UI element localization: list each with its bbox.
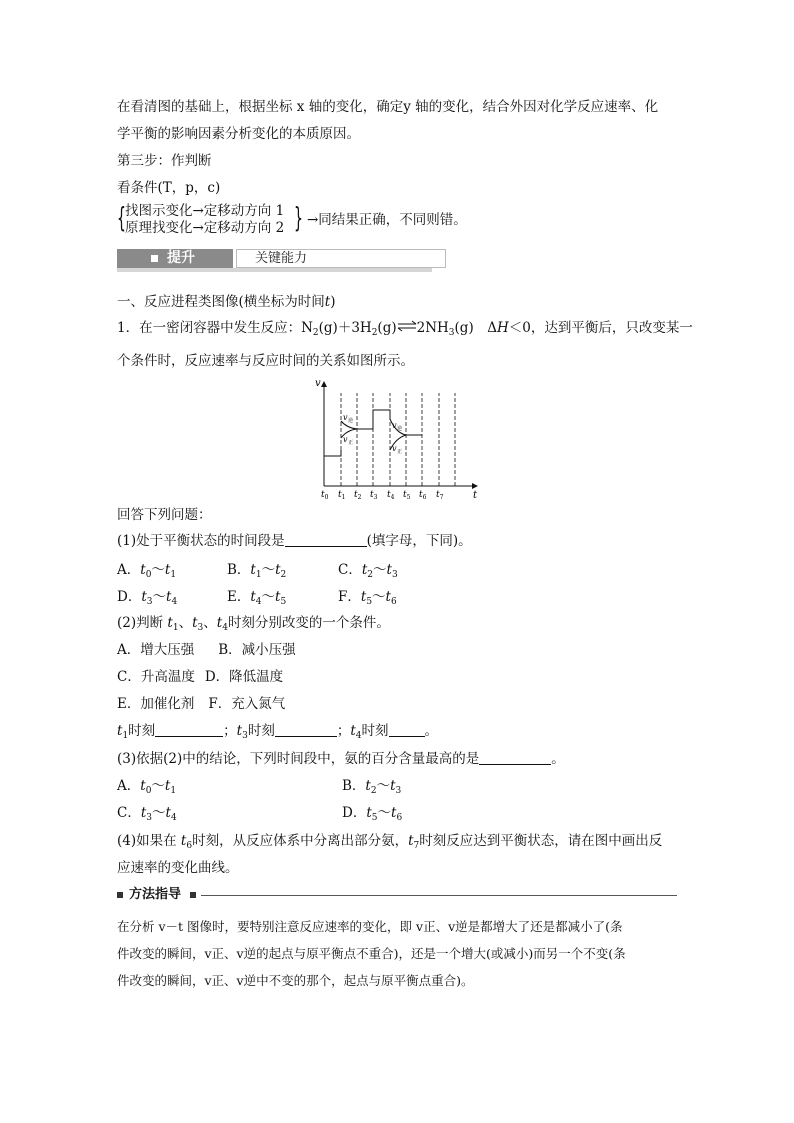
p1-option-a[interactable]: A．$t_0\sim t_1$	[117, 562, 177, 580]
method-line-2: 件改变的瞬间，v正、v逆的起点与原平衡点不重合)，还是一个增大(或减小)而另一个不变(条	[117, 946, 626, 961]
section-title-end: )	[330, 294, 336, 310]
x-axis-label: t	[473, 490, 478, 501]
p1-option-e[interactable]: E．$t_4\sim t_5$	[227, 589, 287, 607]
brace-row-1: 找图示变化→定移动方向 1	[125, 203, 285, 219]
p1-q-end: (填字母，下同)。	[366, 533, 472, 549]
p2-time-t1: 时刻	[128, 723, 156, 739]
p2-option-f[interactable]: F．充入氮气	[208, 696, 286, 712]
sub-2: 2	[312, 328, 319, 338]
method-header	[117, 886, 677, 904]
p4-line-2: 应速率的变化曲线。	[117, 860, 239, 876]
label-v-inv-2: v	[392, 421, 397, 430]
tick-label-t5: $t_5$	[403, 490, 411, 501]
p2-sep-1: ；	[223, 723, 237, 739]
rate-segment-t0-t1	[324, 450, 341, 456]
p3-question	[117, 750, 565, 768]
method-line-1: 在分析 v－t 图像时，要特别注意反应速率的变化，即 v正、v逆是都增大了还是都减小了(条	[117, 919, 623, 934]
brace-row-2: 原理找变化→定移动方向 2	[125, 220, 285, 236]
p3-b-letter: B．	[342, 778, 366, 794]
p2-time-t4: 时刻	[361, 723, 389, 739]
q1-text-c: (g)	[377, 320, 397, 336]
intro-line-1: 在看清图的基础上，根据坐标 x 轴的变化，确定y 轴的变化，结合外因对化学反应速率、化	[117, 99, 659, 115]
q1-text-b: (g)＋3H	[318, 320, 372, 336]
left-brace: {	[117, 201, 126, 234]
p2-options-row-3	[117, 695, 285, 713]
p2-blank-t3[interactable]	[275, 722, 337, 737]
p1-b-letter: B．	[227, 562, 251, 578]
tick-label-t0: $t_0$	[321, 490, 329, 501]
rate-jump-t3-t4	[373, 410, 390, 429]
section-title	[117, 293, 336, 311]
p3-q: (3)依据(2)中的结论，下列时间段中，氨的百分含量最高的是	[117, 751, 480, 767]
intro-line-2: 学平衡的影响因素分析变化的本质原因。	[117, 126, 360, 142]
method-title: 方法指导	[129, 887, 182, 902]
p3-q-end: 。	[551, 751, 565, 767]
p1-option-b[interactable]: B．$t_1\sim t_2$	[227, 562, 287, 580]
p4-c: 时刻反应达到平衡状态，请在图中画出反	[419, 833, 663, 849]
label-v-inv-1: v	[343, 413, 348, 422]
p1-a-letter: A．	[117, 562, 141, 578]
p3-option-c[interactable]: C．$t_3\sim t_4$	[117, 805, 177, 823]
sub-3: 3	[448, 328, 455, 338]
p2-blank-t1[interactable]	[155, 722, 223, 737]
p3-blank[interactable]	[479, 750, 551, 765]
tick-label-t2: $t_2$	[354, 490, 362, 501]
method-square-icon-2	[190, 892, 196, 898]
answer-prompt: 回答下列问题：	[117, 507, 212, 523]
step3-heading: 第三步：作判断	[117, 153, 212, 169]
label-v-fwd-2: v	[392, 444, 397, 453]
tick-label-t7: $t_7$	[436, 490, 444, 501]
label-v-inv-1-sub: 逆	[348, 418, 354, 424]
p4-b: 时刻，从反应体系中分离出部分氨，	[192, 833, 409, 849]
p2-blank-t4[interactable]	[389, 722, 425, 737]
p2-question: (2)判断 $t_1$、$t_3$、$t_4$时刻分别改变的一个条件。	[117, 615, 390, 633]
p2-option-b[interactable]: B．减小压强	[218, 642, 296, 658]
p2-q-b: 时刻分别改变的一个条件。	[227, 615, 390, 631]
p3-option-a[interactable]: A．$t_0\sim t_1$	[117, 778, 177, 796]
banner-shadow	[117, 268, 432, 272]
p1-question	[117, 532, 472, 550]
section-title-text: 一、反应进程类图像(横坐标为时间	[117, 294, 325, 310]
method-rule	[201, 895, 677, 896]
brace-result: →同结果正确，不同则错。	[307, 212, 467, 228]
section-banner	[117, 249, 432, 271]
q1-text-g: ＜0，达到平衡后，只改变某一	[508, 320, 693, 336]
vt-chart	[313, 378, 483, 503]
p2-option-a[interactable]: A．增大压强	[117, 642, 195, 658]
p3-option-d[interactable]: D．$t_5\sim t_6$	[342, 805, 403, 823]
q1-text-e: (g) Δ	[454, 320, 497, 336]
q1-line-1	[117, 319, 693, 337]
p2-end: 。	[424, 723, 439, 739]
p2-option-c[interactable]: C．升高温度	[117, 669, 195, 685]
p1-option-f[interactable]: F．$t_5\sim t_6$	[338, 589, 397, 607]
p2-time-t3: 时刻	[247, 723, 275, 739]
p1-c-letter: C．	[338, 562, 362, 578]
p4-a: (4)如果在	[117, 833, 181, 849]
tick-labels	[321, 490, 444, 501]
method-square-icon	[117, 892, 123, 898]
p2-answers: $t_1$时刻 ；$t_3$时刻 ；$t_4$时刻 。	[117, 723, 439, 741]
p2-sep-2: ；	[336, 723, 351, 739]
p1-option-d[interactable]: D．$t_3\sim t_4$	[117, 589, 178, 607]
tick-label-t1: $t_1$	[338, 490, 346, 501]
section-title-var: t	[324, 294, 331, 310]
y-axis-label: v	[315, 378, 321, 389]
p1-q: (1)处于平衡状态的时间段是	[117, 533, 285, 549]
p3-option-b[interactable]: B．$t_2\sim t_3$	[342, 778, 402, 796]
p3-a-letter: A．	[117, 778, 141, 794]
banner-square-icon	[151, 255, 158, 262]
banner-dark	[117, 249, 233, 268]
q1-text-a: 1．在一密闭容器中发生反应：N	[117, 320, 313, 336]
p1-option-c[interactable]: C．$t_2\sim t_3$	[338, 562, 398, 580]
p4-line-1: (4)如果在 $t_6$时刻，从反应体系中分离出部分氨，$t_7$时刻反应达到平衡状态，请在图中画出反	[117, 833, 663, 851]
equilibrium-arrow-icon	[397, 320, 417, 332]
tick-label-t3: $t_3$	[370, 490, 378, 501]
p2-option-d[interactable]: D．降低温度	[204, 669, 284, 685]
label-v-fwd-1-sub: 正	[348, 440, 354, 446]
banner-light	[236, 249, 446, 268]
q1-line-2: 个条件时，反应速率与反应时间的关系如图所示。	[117, 353, 414, 369]
q1-text-d: 2NH	[416, 320, 449, 336]
method-line-3: 件改变的瞬间，v正、v逆中不变的那个，起点与原平衡点重合)。	[117, 973, 474, 988]
p1-d-letter: D．	[117, 589, 142, 605]
label-v-fwd-2-sub: 正	[397, 449, 403, 455]
banner-dark-label: 提升	[167, 250, 195, 266]
p2-options-row-2	[117, 668, 283, 686]
p3-c-letter: C．	[117, 805, 141, 821]
banner-light-label: 关键能力	[255, 251, 308, 266]
sub-2b: 2	[371, 328, 378, 338]
tick-label-t6: $t_6$	[419, 490, 427, 501]
p2-q-a: (2)判断	[117, 615, 168, 631]
p2-options-row-1	[117, 641, 296, 659]
p3-d-letter: D．	[342, 805, 367, 821]
p2-option-e[interactable]: E．加催化剂	[117, 696, 195, 712]
p1-blank[interactable]	[285, 532, 367, 547]
label-v-inv-2-sub: 逆	[397, 426, 403, 432]
conditions-line: 看条件(T，p，c)	[117, 180, 221, 196]
q1-text-f: H	[496, 320, 509, 336]
p1-e-letter: E．	[227, 589, 251, 605]
right-brace: }	[294, 201, 303, 234]
label-v-fwd-1: v	[343, 435, 348, 444]
p1-f-letter: F．	[338, 589, 361, 605]
tick-label-t4: $t_4$	[387, 490, 395, 501]
